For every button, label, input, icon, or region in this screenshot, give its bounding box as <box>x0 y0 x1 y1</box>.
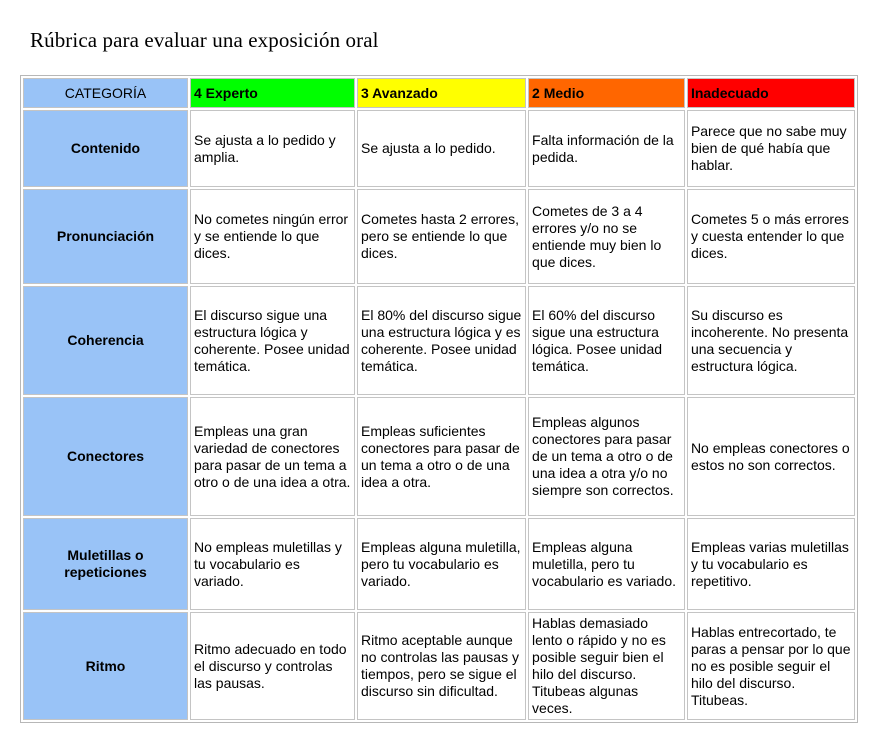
criterion-cell: El 60% del discurso sigue una estructura lógica. Posee unidad temática. <box>528 286 685 395</box>
category-pronunciacion: Pronunciación <box>23 189 188 284</box>
criterion-cell: Empleas varias muletillas y tu vocabulario es repetitivo. <box>687 518 855 610</box>
header-level-inadecuado: Inadecuado <box>687 78 855 108</box>
category-contenido: Contenido <box>23 110 188 187</box>
criterion-cell: El 80% del discurso sigue una estructura lógica y es coherente. Posee unidad temática. <box>357 286 526 395</box>
header-level-medio: 2 Medio <box>528 78 685 108</box>
criterion-cell: Se ajusta a lo pedido. <box>357 110 526 187</box>
criterion-cell: Cometes de 3 a 4 errores y/o no se entiende muy bien lo que dices. <box>528 189 685 284</box>
criterion-cell: Empleas alguna muletilla, pero tu vocabulario es variado. <box>528 518 685 610</box>
table-row <box>23 518 855 610</box>
header-level-avanzado: 3 Avanzado <box>357 78 526 108</box>
table-row <box>23 612 855 720</box>
criterion-cell: Empleas suficientes conectores para pasar de un tema a otro o de una idea a otra. <box>357 397 526 516</box>
criterion-cell: Cometes 5 o más errores y cuesta entender lo que dices. <box>687 189 855 284</box>
category-muletillas: Muletillas o repeticiones <box>23 518 188 610</box>
criterion-cell: No cometes ningún error y se entiende lo que dices. <box>190 189 355 284</box>
criterion-cell: Ritmo adecuado en todo el discurso y controlas las pausas. <box>190 612 355 720</box>
criterion-cell: Empleas una gran variedad de conectores para pasar de un tema a otro o de una idea a otra. <box>190 397 355 516</box>
criterion-cell: Ritmo aceptable aunque no controlas las pausas y tiempos, pero se sigue el discurso sin dificultad. <box>357 612 526 720</box>
rubric-table <box>20 75 858 723</box>
criterion-cell: Hablas entrecortado, te paras a pensar por lo que no es posible seguir el hilo del discurso. Titubeas. <box>687 612 855 720</box>
criterion-cell: Empleas algunos conectores para pasar de un tema a otro o de una idea a otra y/o no siempre son correctos. <box>528 397 685 516</box>
criterion-cell: Cometes hasta 2 errores, pero se entiende lo que dices. <box>357 189 526 284</box>
criterion-cell: Se ajusta a lo pedido y amplia. <box>190 110 355 187</box>
criterion-cell: No empleas conectores o estos no son correctos. <box>687 397 855 516</box>
category-ritmo: Ritmo <box>23 612 188 720</box>
criterion-cell: Su discurso es incoherente. No presenta una secuencia y estructura lógica. <box>687 286 855 395</box>
table-row <box>23 110 855 187</box>
criterion-cell: El discurso sigue una estructura lógica y coherente. Posee unidad temática. <box>190 286 355 395</box>
header-row <box>23 78 855 108</box>
table-row <box>23 286 855 395</box>
criterion-cell: No empleas muletillas y tu vocabulario es variado. <box>190 518 355 610</box>
criterion-cell: Hablas demasiado lento o rápido y no es posible seguir bien el hilo del discurso. Titubeas algunas veces. <box>528 612 685 720</box>
header-level-experto: 4 Experto <box>190 78 355 108</box>
table-row <box>23 189 855 284</box>
header-category: CATEGORÍA <box>23 78 188 108</box>
criterion-cell: Empleas alguna muletilla, pero tu vocabulario es variado. <box>357 518 526 610</box>
category-conectores: Conectores <box>23 397 188 516</box>
table-row <box>23 397 855 516</box>
criterion-cell: Falta información de la pedida. <box>528 110 685 187</box>
criterion-cell: Parece que no sabe muy bien de qué había que hablar. <box>687 110 855 187</box>
page-title: Rúbrica para evaluar una exposición oral <box>30 28 379 52</box>
category-coherencia: Coherencia <box>23 286 188 395</box>
